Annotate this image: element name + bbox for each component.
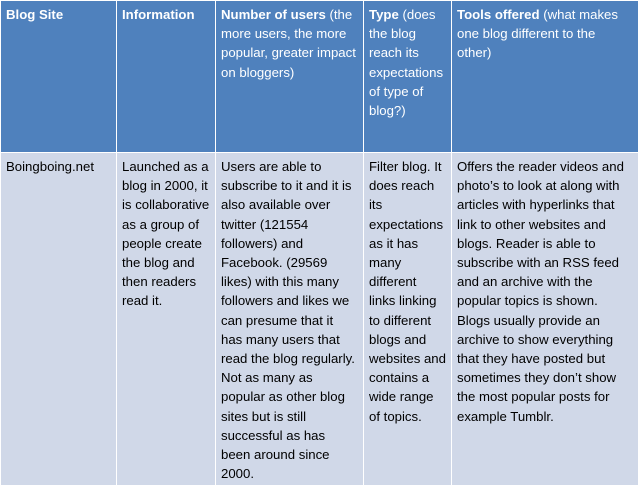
header-title: Tools offered: [457, 7, 540, 22]
cell-blog-site: Boingboing.net: [1, 153, 117, 486]
header-note: (does the blog reach its expectations of type of blog?): [369, 7, 443, 118]
cell-number-of-users: Users are able to subscribe to it and it is also available over twitter (121554 followers) and Facebook. (29569 likes) with this many followers and likes we can presume that it has many users that read the blog regularly. Not as many as popular as other blog sites but is still successful as has been around since 2000.: [216, 153, 364, 486]
header-number-of-users: [216, 1, 364, 153]
cell-information: Launched as a blog in 2000, it is collaborative as a group of people create the blog and then readers read it.: [117, 153, 216, 486]
cell-type: Filter blog. It does reach its expectations as it has many different links linking to different blogs and websites and contains a wide range of topics.: [364, 153, 452, 486]
header-title: Number of users: [221, 7, 326, 22]
header-blog-site: [1, 1, 117, 153]
table-header-row: [1, 1, 638, 153]
header-note: (what makes one blog different to the other): [457, 7, 618, 60]
header-type: [364, 1, 452, 153]
header-tools-offered: [452, 1, 638, 153]
header-title: Type: [369, 7, 399, 22]
header-title: Blog Site: [6, 7, 63, 22]
header-information: [117, 1, 216, 153]
header-title: Information: [122, 7, 195, 22]
table-row: [1, 153, 638, 486]
cell-tools-offered: Offers the reader videos and photo’s to look at along with articles with hyperlinks that link to other websites and blogs. Reader is able to subscribe with an RSS feed and an archive with the popular topics is shown. Blogs usually provide an archive to show everything that they have posted but sometimes they don’t show the most popular posts for example Tumblr.: [452, 153, 638, 486]
header-note: (the more users, the more popular, greater impact on bloggers): [221, 7, 356, 80]
